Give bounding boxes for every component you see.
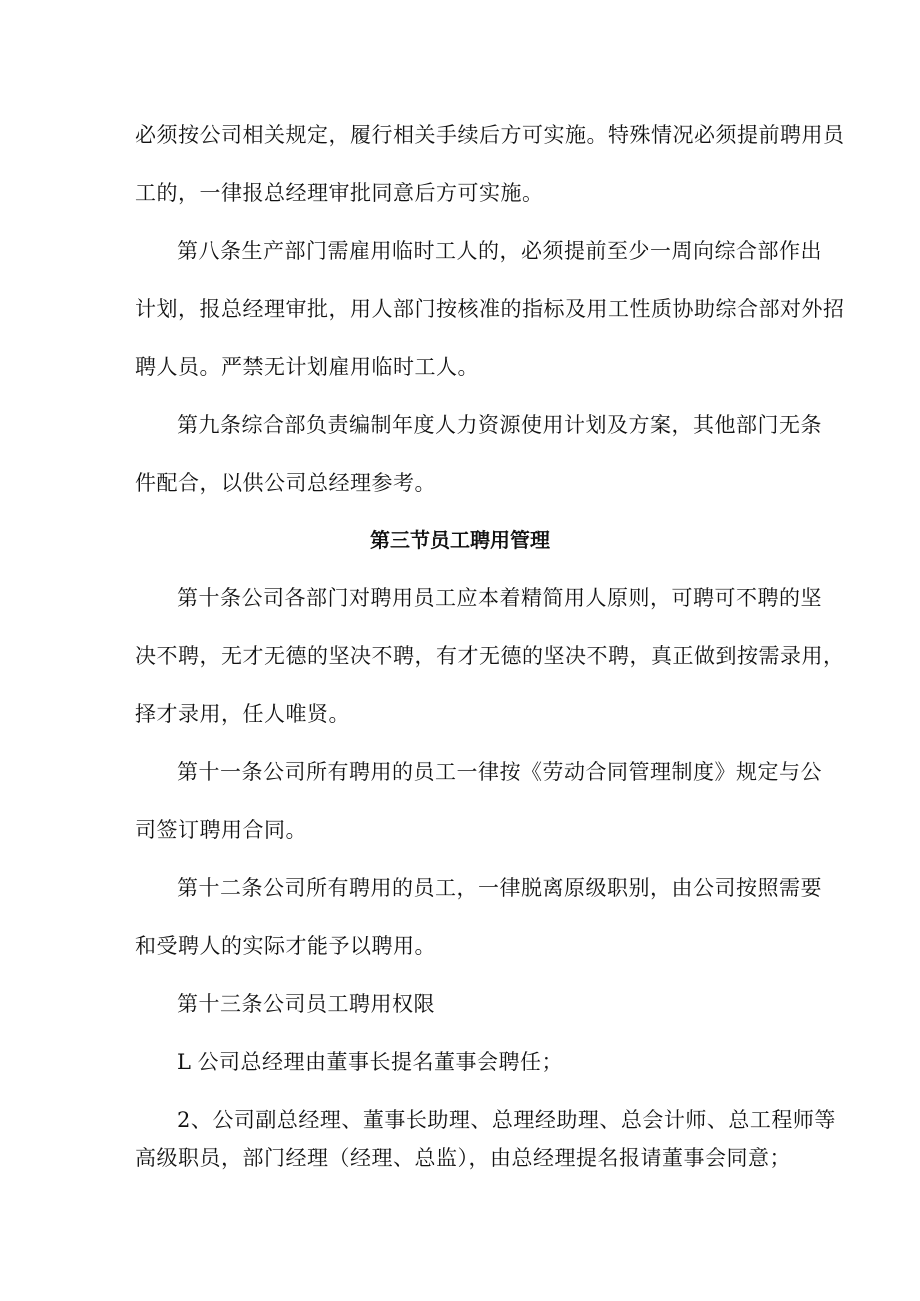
paragraph-line: 高级职员，部门经理（经理、总监），由总经理提名报请董事会同意； <box>135 1146 791 1170</box>
list-item-text: 、公司副总经理、董事长助理、总理经助理、总会计师、总工程师等 <box>190 1108 836 1132</box>
paragraph-line: 决不聘，无才无德的坚决不聘，有才无德的坚决不聘，真正做到按需录用， <box>135 644 845 668</box>
list-item <box>177 1049 563 1075</box>
list-marker: L <box>177 1050 192 1074</box>
paragraph-line: 和受聘人的实际才能予以聘用。 <box>135 934 436 958</box>
paragraph-line: 计划，报总经理审批，用人部门按核准的指标及用工性质协助综合部对外招 <box>135 297 845 321</box>
paragraph-line: 司签订聘用合同。 <box>135 818 307 842</box>
paragraph-line: 第八条生产部门需雇用临时工人的，必须提前至少一周向综合部作出 <box>177 239 822 263</box>
paragraph-line: 第十一条公司所有聘用的员工一律按《劳动合同管理制度》规定与公 <box>177 760 822 784</box>
list-item <box>177 1107 836 1133</box>
paragraph-line: 件配合，以供公司总经理参考。 <box>135 471 436 495</box>
paragraph-line: 第十条公司各部门对聘用员工应本着精简用人原则，可聘可不聘的坚 <box>177 586 822 610</box>
paragraph-line: 必须按公司相关规定，履行相关手续后方可实施。特殊情况必须提前聘用员 <box>135 123 845 147</box>
paragraph-line: 第十三条公司员工聘用权限 <box>177 992 435 1016</box>
list-marker: 2 <box>177 1108 191 1132</box>
paragraph-line: 择才录用，任人唯贤。 <box>135 702 350 726</box>
paragraph-line: 第十二条公司所有聘用的员工，一律脱离原级职别，由公司按照需要 <box>177 876 822 900</box>
paragraph-line: 工的，一律报总经理审批同意后方可实施。 <box>135 181 544 205</box>
section-heading: 第三节员工聘用管理 <box>370 528 550 552</box>
paragraph-line: 第九条综合部负责编制年度人力资源使用计划及方案，其他部门无条 <box>177 413 822 437</box>
paragraph-line: 聘人员。严禁无计划雇用临时工人。 <box>135 355 479 379</box>
list-item-text: 公司总经理由董事长提名董事会聘任； <box>197 1050 563 1074</box>
